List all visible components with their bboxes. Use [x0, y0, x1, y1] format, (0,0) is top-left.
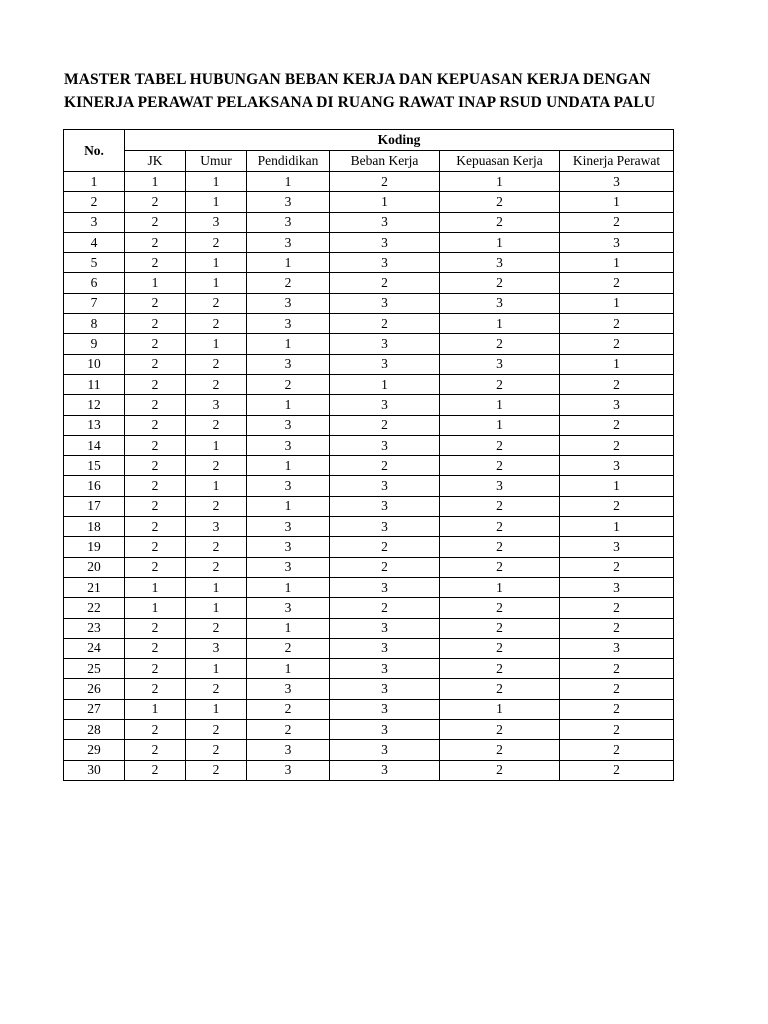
- cell-kinerja-perawat: 1: [560, 354, 674, 374]
- cell-pendidikan: 1: [247, 577, 330, 597]
- cell-kepuasan-kerja: 2: [440, 740, 560, 760]
- cell-no: 4: [64, 232, 125, 252]
- table-row: [64, 293, 674, 313]
- cell-no: 26: [64, 679, 125, 699]
- cell-umur: 2: [186, 760, 247, 780]
- cell-umur: 2: [186, 496, 247, 516]
- cell-beban-kerja: 3: [330, 476, 440, 496]
- cell-no: 20: [64, 557, 125, 577]
- cell-pendidikan: 3: [247, 314, 330, 334]
- cell-pendidikan: 2: [247, 273, 330, 293]
- cell-pendidikan: 3: [247, 537, 330, 557]
- cell-kepuasan-kerja: 2: [440, 659, 560, 679]
- cell-beban-kerja: 2: [330, 537, 440, 557]
- cell-kepuasan-kerja: 2: [440, 557, 560, 577]
- cell-kepuasan-kerja: 1: [440, 415, 560, 435]
- cell-umur: 2: [186, 618, 247, 638]
- cell-kepuasan-kerja: 1: [440, 232, 560, 252]
- cell-pendidikan: 1: [247, 456, 330, 476]
- cell-beban-kerja: 3: [330, 496, 440, 516]
- table-row: [64, 212, 674, 232]
- cell-jk: 2: [125, 435, 186, 455]
- cell-umur: 2: [186, 557, 247, 577]
- cell-no: 7: [64, 293, 125, 313]
- cell-jk: 2: [125, 334, 186, 354]
- cell-beban-kerja: 3: [330, 395, 440, 415]
- cell-kinerja-perawat: 3: [560, 537, 674, 557]
- table-row: [64, 253, 674, 273]
- cell-jk: 2: [125, 354, 186, 374]
- cell-jk: 1: [125, 699, 186, 719]
- cell-beban-kerja: 1: [330, 192, 440, 212]
- cell-kepuasan-kerja: 2: [440, 496, 560, 516]
- table-row: [64, 638, 674, 658]
- header-row-group: [64, 130, 674, 151]
- cell-kinerja-perawat: 2: [560, 334, 674, 354]
- column-header-beban-kerja: Beban Kerja: [330, 151, 440, 172]
- cell-kepuasan-kerja: 2: [440, 618, 560, 638]
- cell-beban-kerja: 1: [330, 374, 440, 394]
- cell-kinerja-perawat: 2: [560, 557, 674, 577]
- cell-beban-kerja: 3: [330, 638, 440, 658]
- cell-kinerja-perawat: 3: [560, 232, 674, 252]
- cell-umur: 1: [186, 435, 247, 455]
- cell-beban-kerja: 3: [330, 577, 440, 597]
- cell-beban-kerja: 2: [330, 314, 440, 334]
- cell-beban-kerja: 3: [330, 435, 440, 455]
- cell-kinerja-perawat: 2: [560, 760, 674, 780]
- table-row: [64, 557, 674, 577]
- table-row: [64, 415, 674, 435]
- cell-no: 14: [64, 435, 125, 455]
- cell-jk: 2: [125, 415, 186, 435]
- cell-kepuasan-kerja: 1: [440, 577, 560, 597]
- cell-umur: 1: [186, 598, 247, 618]
- cell-jk: 2: [125, 476, 186, 496]
- table-row: [64, 334, 674, 354]
- table-row: [64, 577, 674, 597]
- cell-jk: 2: [125, 537, 186, 557]
- cell-kepuasan-kerja: 3: [440, 253, 560, 273]
- table-row: [64, 659, 674, 679]
- cell-umur: 3: [186, 517, 247, 537]
- cell-kinerja-perawat: 2: [560, 720, 674, 740]
- cell-beban-kerja: 3: [330, 618, 440, 638]
- cell-pendidikan: 3: [247, 192, 330, 212]
- cell-no: 12: [64, 395, 125, 415]
- cell-pendidikan: 1: [247, 172, 330, 192]
- table-row: [64, 618, 674, 638]
- cell-beban-kerja: 3: [330, 659, 440, 679]
- cell-umur: 1: [186, 577, 247, 597]
- cell-kepuasan-kerja: 2: [440, 638, 560, 658]
- cell-jk: 2: [125, 618, 186, 638]
- cell-no: 18: [64, 517, 125, 537]
- table-row: [64, 720, 674, 740]
- cell-jk: 2: [125, 638, 186, 658]
- cell-kinerja-perawat: 3: [560, 577, 674, 597]
- cell-pendidikan: 3: [247, 293, 330, 313]
- cell-umur: 2: [186, 537, 247, 557]
- cell-no: 16: [64, 476, 125, 496]
- cell-pendidikan: 2: [247, 638, 330, 658]
- table-row: [64, 517, 674, 537]
- cell-kinerja-perawat: 2: [560, 374, 674, 394]
- cell-pendidikan: 3: [247, 232, 330, 252]
- cell-kinerja-perawat: 2: [560, 659, 674, 679]
- cell-umur: 2: [186, 720, 247, 740]
- cell-kepuasan-kerja: 2: [440, 720, 560, 740]
- column-header-kepuasan-kerja: Kepuasan Kerja: [440, 151, 560, 172]
- cell-beban-kerja: 2: [330, 456, 440, 476]
- cell-umur: 2: [186, 354, 247, 374]
- cell-beban-kerja: 3: [330, 679, 440, 699]
- cell-jk: 2: [125, 496, 186, 516]
- cell-kinerja-perawat: 1: [560, 192, 674, 212]
- cell-no: 13: [64, 415, 125, 435]
- cell-kinerja-perawat: 3: [560, 395, 674, 415]
- table-row: [64, 760, 674, 780]
- cell-pendidikan: 1: [247, 334, 330, 354]
- table-row: [64, 456, 674, 476]
- header-row-columns: [64, 151, 674, 172]
- column-header-umur: Umur: [186, 151, 247, 172]
- cell-umur: 2: [186, 415, 247, 435]
- column-header-kinerja-perawat: Kinerja Perawat: [560, 151, 674, 172]
- cell-jk: 2: [125, 374, 186, 394]
- table-row: [64, 192, 674, 212]
- cell-beban-kerja: 3: [330, 232, 440, 252]
- cell-kepuasan-kerja: 2: [440, 435, 560, 455]
- cell-jk: 2: [125, 740, 186, 760]
- cell-umur: 1: [186, 273, 247, 293]
- cell-beban-kerja: 3: [330, 760, 440, 780]
- cell-no: 19: [64, 537, 125, 557]
- cell-kepuasan-kerja: 2: [440, 537, 560, 557]
- cell-no: 5: [64, 253, 125, 273]
- cell-kepuasan-kerja: 3: [440, 476, 560, 496]
- cell-jk: 2: [125, 232, 186, 252]
- cell-kinerja-perawat: 2: [560, 699, 674, 719]
- cell-jk: 2: [125, 395, 186, 415]
- cell-umur: 3: [186, 212, 247, 232]
- cell-no: 22: [64, 598, 125, 618]
- cell-pendidikan: 3: [247, 598, 330, 618]
- cell-no: 8: [64, 314, 125, 334]
- cell-umur: 2: [186, 679, 247, 699]
- cell-jk: 2: [125, 517, 186, 537]
- cell-no: 29: [64, 740, 125, 760]
- cell-kinerja-perawat: 1: [560, 293, 674, 313]
- cell-kinerja-perawat: 2: [560, 598, 674, 618]
- cell-no: 3: [64, 212, 125, 232]
- cell-no: 15: [64, 456, 125, 476]
- cell-beban-kerja: 3: [330, 253, 440, 273]
- title-line-1: MASTER TABEL HUBUNGAN BEBAN KERJA DAN KEPUASAN KERJA DENGAN: [64, 71, 651, 88]
- cell-pendidikan: 3: [247, 740, 330, 760]
- cell-kinerja-perawat: 2: [560, 496, 674, 516]
- cell-pendidikan: 1: [247, 253, 330, 273]
- cell-pendidikan: 3: [247, 557, 330, 577]
- table-row: [64, 273, 674, 293]
- cell-beban-kerja: 2: [330, 172, 440, 192]
- cell-beban-kerja: 3: [330, 212, 440, 232]
- column-header-jk: JK: [125, 151, 186, 172]
- cell-beban-kerja: 3: [330, 720, 440, 740]
- cell-kepuasan-kerja: 2: [440, 374, 560, 394]
- cell-jk: 2: [125, 293, 186, 313]
- cell-pendidikan: 2: [247, 699, 330, 719]
- cell-pendidikan: 3: [247, 517, 330, 537]
- cell-umur: 2: [186, 374, 247, 394]
- cell-umur: 1: [186, 334, 247, 354]
- cell-kinerja-perawat: 2: [560, 314, 674, 334]
- table-row: [64, 679, 674, 699]
- cell-kinerja-perawat: 2: [560, 618, 674, 638]
- cell-no: 11: [64, 374, 125, 394]
- cell-kepuasan-kerja: 2: [440, 273, 560, 293]
- cell-no: 17: [64, 496, 125, 516]
- cell-no: 9: [64, 334, 125, 354]
- table-row: [64, 354, 674, 374]
- cell-kepuasan-kerja: 2: [440, 517, 560, 537]
- cell-no: 10: [64, 354, 125, 374]
- cell-jk: 2: [125, 659, 186, 679]
- cell-jk: 2: [125, 557, 186, 577]
- cell-no: 25: [64, 659, 125, 679]
- cell-kinerja-perawat: 1: [560, 476, 674, 496]
- cell-kinerja-perawat: 1: [560, 253, 674, 273]
- cell-no: 24: [64, 638, 125, 658]
- cell-kinerja-perawat: 1: [560, 517, 674, 537]
- cell-pendidikan: 3: [247, 415, 330, 435]
- cell-jk: 2: [125, 253, 186, 273]
- cell-jk: 2: [125, 192, 186, 212]
- cell-no: 23: [64, 618, 125, 638]
- cell-pendidikan: 1: [247, 659, 330, 679]
- cell-beban-kerja: 3: [330, 740, 440, 760]
- cell-beban-kerja: 3: [330, 354, 440, 374]
- master-table: [63, 129, 674, 781]
- cell-jk: 2: [125, 760, 186, 780]
- cell-jk: 1: [125, 598, 186, 618]
- cell-umur: 2: [186, 740, 247, 760]
- cell-no: 27: [64, 699, 125, 719]
- cell-beban-kerja: 2: [330, 273, 440, 293]
- column-group-header-koding: Koding: [125, 130, 674, 151]
- cell-umur: 3: [186, 395, 247, 415]
- table-row: [64, 232, 674, 252]
- table-row: [64, 537, 674, 557]
- cell-kinerja-perawat: 2: [560, 415, 674, 435]
- cell-umur: 1: [186, 476, 247, 496]
- cell-jk: 1: [125, 577, 186, 597]
- cell-pendidikan: 2: [247, 720, 330, 740]
- cell-kepuasan-kerja: 2: [440, 212, 560, 232]
- cell-beban-kerja: 2: [330, 415, 440, 435]
- cell-jk: 1: [125, 273, 186, 293]
- cell-kepuasan-kerja: 3: [440, 354, 560, 374]
- cell-no: 28: [64, 720, 125, 740]
- cell-pendidikan: 3: [247, 212, 330, 232]
- table-row: [64, 395, 674, 415]
- table-body: [64, 172, 674, 781]
- cell-kinerja-perawat: 2: [560, 740, 674, 760]
- cell-kepuasan-kerja: 2: [440, 679, 560, 699]
- cell-no: 21: [64, 577, 125, 597]
- cell-kepuasan-kerja: 2: [440, 456, 560, 476]
- cell-beban-kerja: 3: [330, 334, 440, 354]
- cell-kepuasan-kerja: 2: [440, 334, 560, 354]
- cell-umur: 1: [186, 192, 247, 212]
- cell-umur: 2: [186, 456, 247, 476]
- cell-kinerja-perawat: 3: [560, 638, 674, 658]
- cell-umur: 3: [186, 638, 247, 658]
- table-row: [64, 476, 674, 496]
- table-row: [64, 699, 674, 719]
- cell-jk: 2: [125, 212, 186, 232]
- table-row: [64, 496, 674, 516]
- cell-beban-kerja: 3: [330, 699, 440, 719]
- cell-kepuasan-kerja: 1: [440, 395, 560, 415]
- cell-umur: 2: [186, 314, 247, 334]
- cell-kinerja-perawat: 2: [560, 435, 674, 455]
- page-title: [64, 68, 704, 114]
- cell-kepuasan-kerja: 1: [440, 172, 560, 192]
- cell-kinerja-perawat: 2: [560, 679, 674, 699]
- cell-kepuasan-kerja: 1: [440, 699, 560, 719]
- cell-pendidikan: 3: [247, 760, 330, 780]
- cell-kinerja-perawat: 2: [560, 273, 674, 293]
- title-line-2: KINERJA PERAWAT PELAKSANA DI RUANG RAWAT INAP RSUD UNDATA PALU: [64, 94, 656, 111]
- cell-pendidikan: 1: [247, 618, 330, 638]
- cell-umur: 1: [186, 699, 247, 719]
- table-row: [64, 598, 674, 618]
- cell-kepuasan-kerja: 3: [440, 293, 560, 313]
- cell-beban-kerja: 2: [330, 557, 440, 577]
- column-header-pendidikan: Pendidikan: [247, 151, 330, 172]
- cell-kepuasan-kerja: 1: [440, 314, 560, 334]
- cell-pendidikan: 3: [247, 476, 330, 496]
- cell-kinerja-perawat: 3: [560, 172, 674, 192]
- cell-beban-kerja: 3: [330, 517, 440, 537]
- cell-pendidikan: 2: [247, 374, 330, 394]
- cell-pendidikan: 3: [247, 354, 330, 374]
- cell-umur: 1: [186, 253, 247, 273]
- cell-umur: 1: [186, 659, 247, 679]
- cell-jk: 2: [125, 720, 186, 740]
- table-row: [64, 172, 674, 192]
- cell-kepuasan-kerja: 2: [440, 192, 560, 212]
- cell-no: 1: [64, 172, 125, 192]
- cell-kepuasan-kerja: 2: [440, 760, 560, 780]
- table-row: [64, 740, 674, 760]
- cell-kinerja-perawat: 2: [560, 212, 674, 232]
- cell-jk: 2: [125, 314, 186, 334]
- cell-umur: 2: [186, 293, 247, 313]
- cell-pendidikan: 1: [247, 496, 330, 516]
- table-row: [64, 374, 674, 394]
- column-header-no: No.: [64, 130, 125, 172]
- cell-pendidikan: 3: [247, 435, 330, 455]
- table-row: [64, 314, 674, 334]
- cell-kepuasan-kerja: 2: [440, 598, 560, 618]
- cell-no: 30: [64, 760, 125, 780]
- cell-umur: 1: [186, 172, 247, 192]
- cell-umur: 2: [186, 232, 247, 252]
- cell-pendidikan: 1: [247, 395, 330, 415]
- cell-jk: 1: [125, 172, 186, 192]
- table-row: [64, 435, 674, 455]
- cell-beban-kerja: 2: [330, 598, 440, 618]
- cell-beban-kerja: 3: [330, 293, 440, 313]
- cell-no: 6: [64, 273, 125, 293]
- cell-no: 2: [64, 192, 125, 212]
- cell-pendidikan: 3: [247, 679, 330, 699]
- cell-jk: 2: [125, 456, 186, 476]
- cell-jk: 2: [125, 679, 186, 699]
- cell-kinerja-perawat: 3: [560, 456, 674, 476]
